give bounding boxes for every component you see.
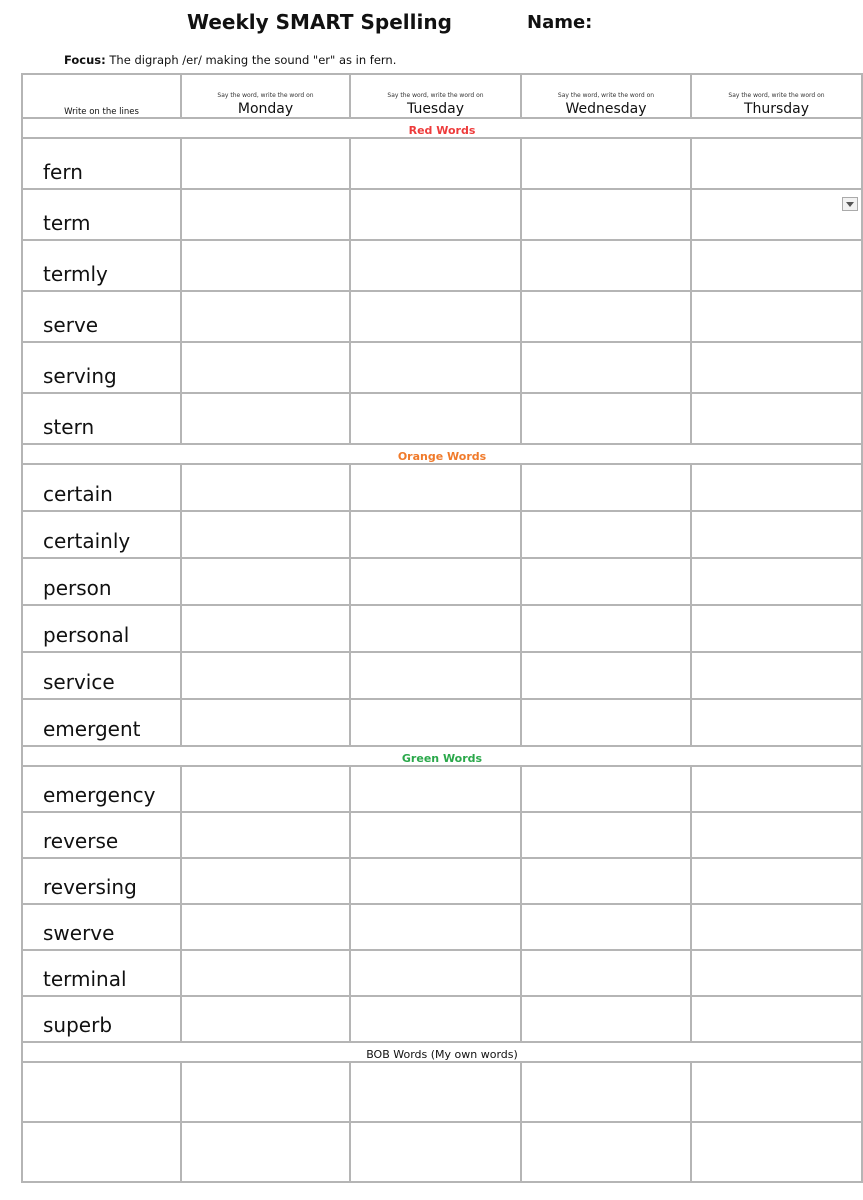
write-cell[interactable]	[350, 342, 521, 393]
write-cell[interactable]	[521, 699, 691, 746]
write-cell[interactable]	[181, 1062, 350, 1122]
spelling-word: stern	[22, 393, 181, 444]
write-cell[interactable]	[691, 511, 862, 558]
spelling-word: certain	[22, 464, 181, 511]
write-cell[interactable]	[181, 699, 350, 746]
write-cell[interactable]	[521, 950, 691, 996]
write-cell[interactable]	[521, 766, 691, 812]
focus-text: The digraph /er/ making the sound "er" as in fern.	[109, 53, 397, 67]
write-cell[interactable]	[691, 904, 862, 950]
write-cell[interactable]	[521, 189, 691, 240]
spelling-word: reversing	[22, 858, 181, 904]
day-instruction: Say the word, write the word on	[387, 92, 484, 99]
write-cell[interactable]	[181, 812, 350, 858]
write-cell[interactable]	[181, 511, 350, 558]
day-instruction: Say the word, write the word on	[557, 92, 655, 99]
day-instruction: Say the word, write the word on	[217, 92, 314, 99]
write-cell[interactable]	[521, 558, 691, 605]
write-cell[interactable]	[181, 291, 350, 342]
write-cell[interactable]	[181, 766, 350, 812]
write-cell[interactable]	[691, 189, 862, 240]
write-cell[interactable]	[691, 812, 862, 858]
word-row	[22, 766, 862, 812]
write-cell[interactable]	[521, 996, 691, 1042]
focus-label: Focus:	[64, 53, 106, 67]
header-row	[22, 74, 862, 118]
spelling-word: serve	[22, 291, 181, 342]
write-cell[interactable]	[691, 138, 862, 189]
section-title: Red Words	[22, 118, 862, 138]
word-row	[22, 342, 862, 393]
write-cell[interactable]	[350, 605, 521, 652]
spelling-word: serving	[22, 342, 181, 393]
day-monday: Monday	[237, 101, 294, 117]
focus-line	[64, 53, 396, 67]
day-tuesday: Tuesday	[407, 101, 464, 117]
write-cell[interactable]	[521, 1122, 691, 1182]
spelling-word: superb	[22, 996, 181, 1042]
spelling-word: reverse	[22, 812, 181, 858]
write-cell[interactable]	[521, 138, 691, 189]
write-cell[interactable]	[350, 291, 521, 342]
name-label: Name:	[527, 12, 593, 33]
write-cell[interactable]	[691, 996, 862, 1042]
header-cell-tuesday	[350, 74, 521, 118]
write-cell[interactable]	[691, 464, 862, 511]
section-title: Green Words	[22, 746, 862, 766]
section-green	[22, 746, 862, 766]
write-cell[interactable]	[691, 393, 862, 444]
write-cell[interactable]	[181, 558, 350, 605]
write-cell[interactable]	[521, 511, 691, 558]
write-cell[interactable]	[181, 464, 350, 511]
write-cell[interactable]	[521, 1062, 691, 1122]
write-cell[interactable]	[181, 950, 350, 996]
write-cell[interactable]	[350, 558, 521, 605]
spelling-word: terminal	[22, 950, 181, 996]
write-cell[interactable]	[691, 699, 862, 746]
write-cell[interactable]	[691, 766, 862, 812]
write-cell[interactable]	[181, 996, 350, 1042]
spelling-word: service	[22, 652, 181, 699]
spelling-grid	[21, 73, 863, 1183]
section-red	[22, 118, 862, 138]
write-cell[interactable]	[350, 189, 521, 240]
write-cell[interactable]	[350, 393, 521, 444]
spelling-word: swerve	[22, 904, 181, 950]
dropdown-arrow-icon[interactable]	[842, 197, 858, 211]
write-cell[interactable]	[691, 858, 862, 904]
write-cell[interactable]	[521, 605, 691, 652]
own-word-cell[interactable]	[22, 1122, 181, 1182]
word-row	[22, 189, 862, 240]
write-cell[interactable]	[350, 812, 521, 858]
write-cell[interactable]	[691, 240, 862, 291]
word-row	[22, 996, 862, 1042]
header-cell-wednesday	[521, 74, 691, 118]
word-row	[22, 393, 862, 444]
write-cell[interactable]	[350, 138, 521, 189]
write-cell[interactable]	[181, 904, 350, 950]
word-row	[22, 138, 862, 189]
write-cell[interactable]	[181, 605, 350, 652]
write-cell[interactable]	[521, 342, 691, 393]
write-cell[interactable]	[691, 950, 862, 996]
write-cell[interactable]	[181, 393, 350, 444]
word-row	[22, 950, 862, 996]
word-row	[22, 1062, 862, 1122]
write-cell[interactable]	[521, 652, 691, 699]
write-cell[interactable]	[691, 1062, 862, 1122]
header-cell-monday	[181, 74, 350, 118]
first-column-header: Write on the lines	[64, 107, 139, 117]
write-cell[interactable]	[181, 1122, 350, 1182]
word-row	[22, 904, 862, 950]
spelling-word: emergent	[22, 699, 181, 746]
word-row	[22, 699, 862, 746]
word-row	[22, 291, 862, 342]
section-title: BOB Words (My own words)	[22, 1042, 862, 1062]
write-cell[interactable]	[350, 950, 521, 996]
write-cell[interactable]	[521, 858, 691, 904]
header-cell-instruction	[22, 74, 181, 118]
write-cell[interactable]	[350, 858, 521, 904]
write-cell[interactable]	[181, 240, 350, 291]
day-instruction: Say the word, write the word on	[728, 92, 825, 99]
spelling-word: personal	[22, 605, 181, 652]
header-cell-thursday	[691, 74, 862, 118]
write-cell[interactable]	[181, 652, 350, 699]
write-cell[interactable]	[350, 996, 521, 1042]
worksheet-title: Weekly SMART Spelling	[187, 10, 452, 34]
write-cell[interactable]	[350, 464, 521, 511]
write-cell[interactable]	[691, 342, 862, 393]
word-row	[22, 605, 862, 652]
word-row	[22, 464, 862, 511]
write-cell[interactable]	[521, 393, 691, 444]
write-cell[interactable]	[181, 138, 350, 189]
word-row	[22, 240, 862, 291]
word-row	[22, 812, 862, 858]
spelling-word: certainly	[22, 511, 181, 558]
write-cell[interactable]	[181, 189, 350, 240]
spelling-word: emergency	[22, 766, 181, 812]
write-cell[interactable]	[350, 240, 521, 291]
write-cell[interactable]	[691, 605, 862, 652]
write-cell[interactable]	[521, 240, 691, 291]
write-cell[interactable]	[350, 766, 521, 812]
write-cell[interactable]	[691, 1122, 862, 1182]
word-row	[22, 511, 862, 558]
section-orange	[22, 444, 862, 464]
word-row	[22, 858, 862, 904]
write-cell[interactable]	[350, 1062, 521, 1122]
spelling-word: term	[22, 189, 181, 240]
spelling-word: person	[22, 558, 181, 605]
write-cell[interactable]	[691, 558, 862, 605]
write-cell[interactable]	[691, 291, 862, 342]
day-thursday: Thursday	[743, 101, 810, 117]
write-cell[interactable]	[521, 812, 691, 858]
write-cell[interactable]	[521, 464, 691, 511]
word-row	[22, 652, 862, 699]
write-cell[interactable]	[181, 342, 350, 393]
spelling-word: fern	[22, 138, 181, 189]
own-word-cell[interactable]	[22, 1062, 181, 1122]
write-cell[interactable]	[521, 904, 691, 950]
write-cell[interactable]	[181, 858, 350, 904]
write-cell[interactable]	[350, 652, 521, 699]
section-title: Orange Words	[22, 444, 862, 464]
write-cell[interactable]	[691, 652, 862, 699]
write-cell[interactable]	[350, 904, 521, 950]
section-bob	[22, 1042, 862, 1062]
write-cell[interactable]	[350, 1122, 521, 1182]
word-row	[22, 1122, 862, 1182]
write-cell[interactable]	[350, 699, 521, 746]
day-wednesday: Wednesday	[565, 101, 647, 117]
write-cell[interactable]	[521, 291, 691, 342]
write-cell[interactable]	[350, 511, 521, 558]
spelling-word: termly	[22, 240, 181, 291]
word-row	[22, 558, 862, 605]
